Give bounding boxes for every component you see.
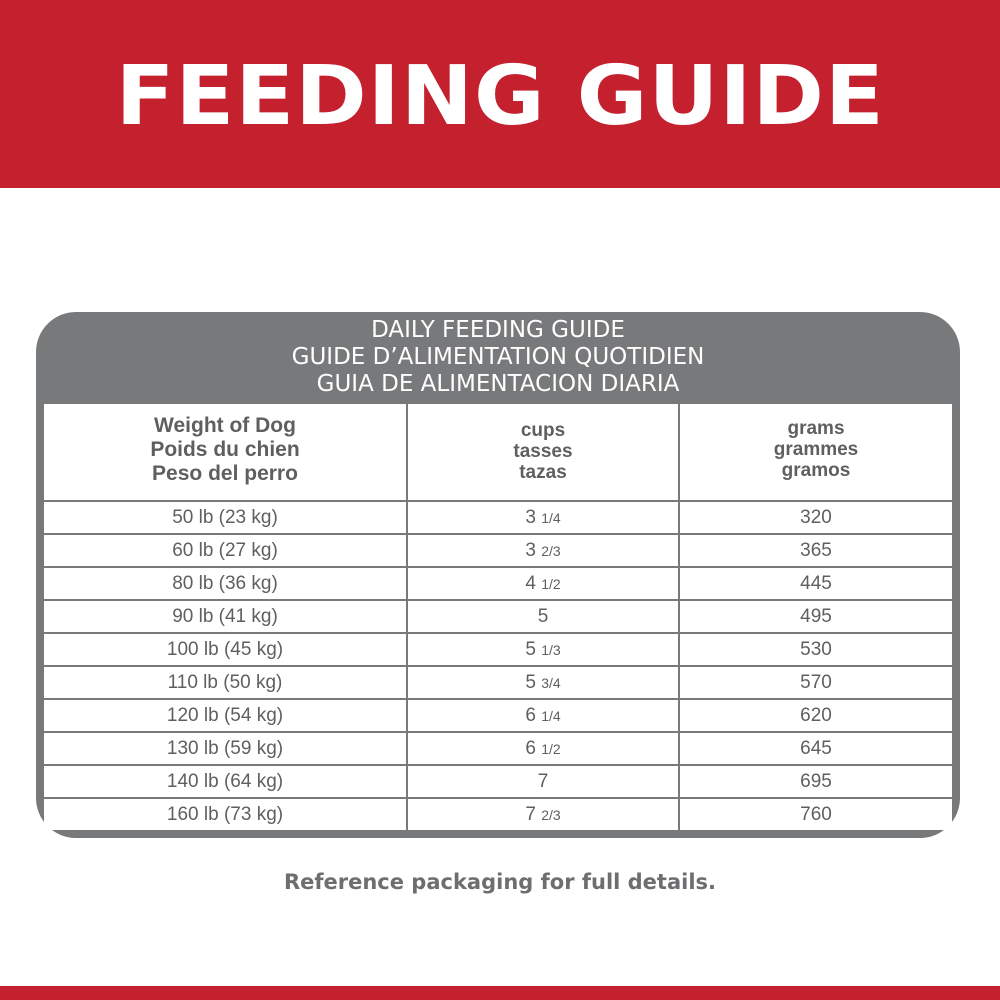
weight-cell: 50 lb (23 kg) — [44, 502, 406, 533]
table-title-fr: GUIDE D’ALIMENTATION QUOTIDIEN — [291, 344, 705, 370]
feeding-table — [36, 312, 960, 838]
cups-fraction: 2/3 — [541, 543, 561, 559]
cups-cell — [408, 601, 678, 632]
weight-cell: 80 lb (36 kg) — [44, 568, 406, 599]
table-title-en: DAILY FEEDING GUIDE — [371, 317, 625, 343]
cups-fraction: 1/2 — [541, 741, 561, 757]
cups-cell — [408, 799, 678, 830]
cups-cell — [408, 733, 678, 764]
table-row — [44, 535, 952, 566]
reference-footnote: Reference packaging for full details. — [283, 870, 717, 894]
column-header-grams-fr: grammes — [773, 439, 859, 460]
weight-cell: 130 lb (59 kg) — [44, 733, 406, 764]
grams-cell: 620 — [680, 700, 952, 731]
column-header-cups-es: tazas — [519, 462, 567, 483]
grams-cell: 365 — [680, 535, 952, 566]
cups-whole: 3 — [525, 507, 536, 528]
cups-cell — [408, 667, 678, 698]
cups-cell — [408, 535, 678, 566]
cups-fraction: 1/2 — [541, 576, 561, 592]
bottom-stripe — [0, 986, 1000, 1000]
cups-whole: 5 — [525, 672, 536, 693]
column-header-grams-es: gramos — [781, 460, 851, 481]
top-banner — [0, 0, 1000, 188]
grams-cell: 495 — [680, 601, 952, 632]
grams-cell: 645 — [680, 733, 952, 764]
weight-cell: 120 lb (54 kg) — [44, 700, 406, 731]
cups-whole: 5 — [525, 639, 536, 660]
grams-cell: 570 — [680, 667, 952, 698]
column-header-weight-es: Peso del perro — [152, 462, 298, 485]
table-row — [44, 700, 952, 731]
cups-whole: 4 — [525, 573, 536, 594]
cups-whole: 5 — [537, 606, 549, 627]
banner-title: FEEDING GUIDE — [115, 48, 885, 144]
table-row — [44, 733, 952, 764]
grams-cell: 320 — [680, 502, 952, 533]
cups-cell — [408, 766, 678, 797]
grams-cell: 445 — [680, 568, 952, 599]
weight-cell: 110 lb (50 kg) — [44, 667, 406, 698]
column-header-cups-fr: tasses — [513, 441, 573, 462]
table-body — [44, 404, 952, 830]
column-header-grams — [680, 404, 952, 500]
cups-fraction: 1/4 — [541, 708, 561, 724]
column-header-row — [44, 404, 952, 502]
table-row — [44, 667, 952, 698]
weight-cell: 100 lb (45 kg) — [44, 634, 406, 665]
table-rows — [44, 502, 952, 832]
grams-cell: 530 — [680, 634, 952, 665]
weight-cell: 160 lb (73 kg) — [44, 799, 406, 830]
cups-cell — [408, 502, 678, 533]
cups-whole: 7 — [537, 771, 549, 792]
table-row — [44, 766, 952, 797]
cups-fraction: 1/4 — [541, 510, 561, 526]
table-title-es: GUIA DE ALIMENTACION DIARIA — [316, 371, 680, 397]
cups-whole: 6 — [525, 738, 536, 759]
column-header-grams-en: grams — [787, 418, 845, 439]
cups-fraction: 1/3 — [541, 642, 561, 658]
cups-cell — [408, 568, 678, 599]
cups-whole: 7 — [525, 804, 536, 825]
cups-fraction: 2/3 — [541, 807, 561, 823]
cups-fraction: 3/4 — [541, 675, 561, 691]
cups-cell — [408, 700, 678, 731]
grams-cell: 760 — [680, 799, 952, 830]
table-title-block — [36, 312, 960, 404]
weight-cell: 60 lb (27 kg) — [44, 535, 406, 566]
grams-cell: 695 — [680, 766, 952, 797]
column-header-weight — [44, 404, 406, 500]
cups-whole: 3 — [525, 540, 536, 561]
table-row — [44, 601, 952, 632]
column-header-cups — [408, 404, 678, 500]
table-row — [44, 502, 952, 533]
table-row — [44, 634, 952, 665]
table-row — [44, 799, 952, 830]
table-row — [44, 568, 952, 599]
cups-whole: 6 — [525, 705, 536, 726]
weight-cell: 90 lb (41 kg) — [44, 601, 406, 632]
column-header-weight-fr: Poids du chien — [150, 438, 300, 461]
column-header-weight-en: Weight of Dog — [154, 414, 296, 437]
column-header-cups-en: cups — [520, 420, 566, 441]
weight-cell: 140 lb (64 kg) — [44, 766, 406, 797]
cups-cell — [408, 634, 678, 665]
